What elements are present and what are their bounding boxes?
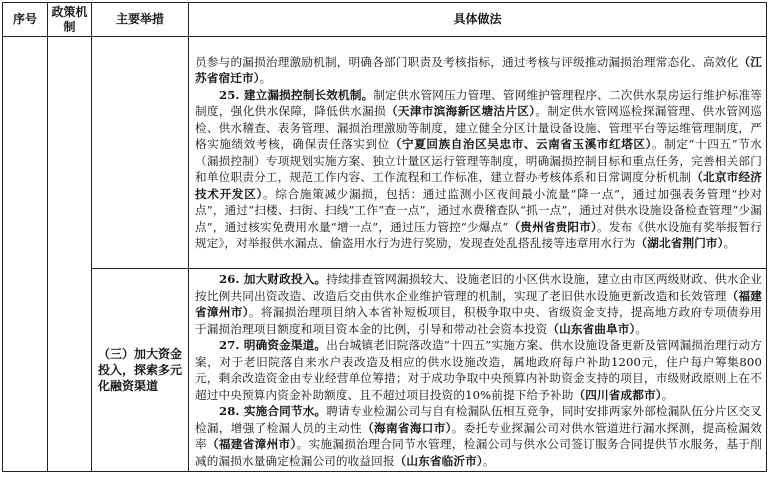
item-title: 27. 明确资金渠道。 [219,338,327,352]
item-27: 27. 明确资金渠道。出台城镇老旧院落改造“十四五”实施方案、供水设施设备更新及管网漏损治理行动方案，对于老旧院落自来水户表改造及相应的供水设施改造，属地政府每户补助1200元，住户每户筹集800元，剩余改造资金由专业经营单位筹措；对于成功争取中央预算内补助资金支持的项目，市级财政原则上在不超过中央预算内资金补助额度、且不超过项目投资的10%前提下给予补助（四川省成都市）。 [195,338,762,402]
table-row [3,37,767,269]
header-measures: 主要举措 [92,3,189,37]
table-header-row [3,3,767,37]
table-row [3,269,767,472]
detail-cell-row1 [189,37,767,269]
city-tag: （宁夏回族自治区吴忠市、云南省玉溪市红塔区） [389,137,652,151]
item-title: 25. 建立漏损控制长效机制。 [219,87,374,102]
city-tag: （贵州省贵阳市） [508,219,597,234]
measure-cell-funding: （三）加大资金投入，探索多元化融资渠道 [92,269,189,472]
measures-table [2,2,767,472]
item-26: 26. 加大财政投入。持续排查管网漏损较大、设施老旧的小区供水设施，建立由市区两级财政、供水企业按比例共同出资改造、改造后交由供水企业维护管理的机制，实现了老旧供水设施更新改造和长效管理（福建省漳州市）。将漏损治理项目纳入本省补短板项目，积极争取中央、省级资金支持，提高地方政府专项债券用于漏损治理项目额度和项目资本金的比例，引导和带动社会资本投资（山东省曲阜市）。 [195,272,763,336]
header-details: 具体做法 [189,3,767,37]
city-tag: （湖北省荆门市） [635,236,724,250]
header-seq: 序号 [3,3,48,37]
city-tag: （山东省临沂市） [394,453,483,468]
measure-cell-continued [92,37,189,269]
city-tag: （海南省海口市） [362,420,452,435]
item-25: 25. 建立漏损控制长效机制。制定供水管网压力管理、管网维护管理程序、二次供水泵房运行维护标准等制度，强化供水保障，降低供水漏损（天津市滨海新区塘沽片区）。制定供水管网巡检探漏管理、供水管网巡检、供水稽查、表务管理、漏损治理激励等制度，建立健全分区计量设备设施、管理平台等运维管理制度，严格实施绩效考核，确保责任落实到位（宁夏回族自治区吴忠市、云南省玉溪市红塔区）。制定“十四五”节水（漏损控制）专项规划实施方案、独立计量区运行管理等制度，明确漏损控制目标和重点任务，完善相关部门和单位职责分工，规范工作内容、工作流程和工作标准，建立督办考核体系和日常调度分析机制（北京市经济技术开发区）。综合施策减少漏损，包括：通过监测小区夜间最小流量“降一点”，通过加强表务管理“抄对点”，通过“扫楼、扫街、扫线”工作“查一点”，通过水费稽查队“抓一点”，通过对供水设施设备检查管理“少漏点”，通过核实免费用水量“增一点”，通过压力管控“少爆点”（贵州省贵阳市）。发布《供水设施有奖举报暂行规定》，对举报供水漏点、偷盗用水行为进行奖励，发现查处乱搭乱接等违章用水行为（湖北省荆门市）。 [195,87,763,250]
city-tag: （福建省漳州市） [206,437,297,451]
city-tag: （四川省成都市） [573,387,662,402]
detail-cell-row2 [189,269,767,472]
city-tag: （北京市经济技术开发区） [195,170,762,201]
header-policy: 政策机制 [48,3,92,37]
item-28: 28. 实施合同节水。聘请专业检漏公司与自有检漏队伍相互竞争，同时安排两家外部检漏队伍分片区交叉检漏，增强了检漏人员的主动性（海南省海口市）。委托专业探漏公司对供水管道进行漏水探测，提高检漏效率（福建省漳州市）。实施漏损治理合同节水管理，检漏公司与供水公司签订服务合同提供节水服务，基于削减的漏损水量确定检漏公司的收益回报（山东省临沂市）。 [195,404,762,468]
policy-cell [48,37,92,472]
city-tag: （福建省漳州市） [195,288,762,319]
city-tag: （江苏省宿迁市） [195,54,762,85]
city-tag: （天津市滨海新区塘沽片区） [386,104,536,118]
item-title: 28. 实施合同节水。 [219,404,327,418]
item-24-continued: 员参与的漏损治理激励机制，明确各部门职责及考核指标，通过考核与评级推动漏损治理常态化、高效化（江苏省宿迁市）。 [195,54,762,85]
city-tag: （山东省曲阜市） [547,321,636,336]
seq-cell [3,37,48,472]
item-title: 26. 加大财政投入。 [219,272,327,286]
